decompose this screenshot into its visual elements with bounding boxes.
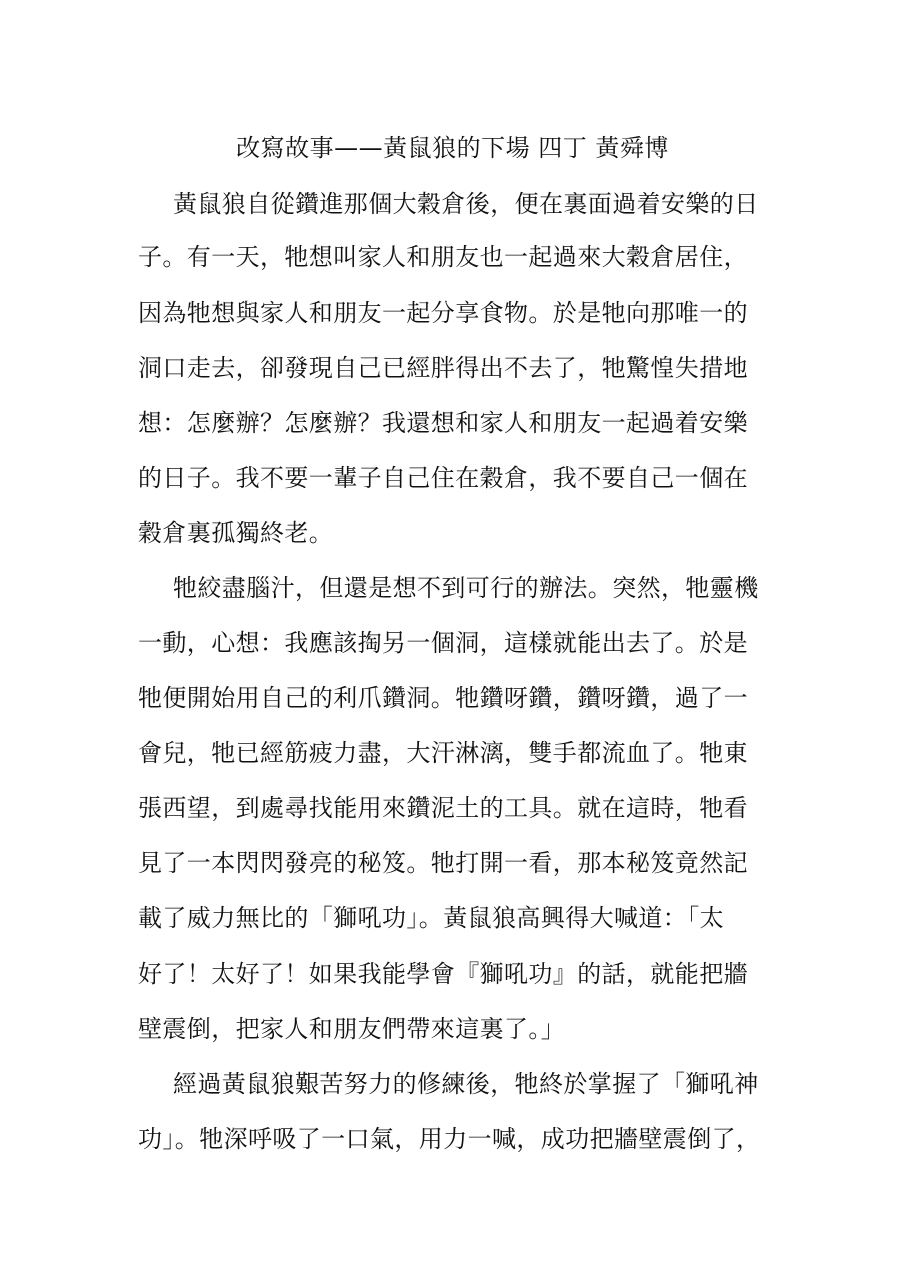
paragraph-2-line-7: 載了威力無比的「獅吼功」。黃鼠狼高興得大喊道：「太 bbox=[138, 904, 724, 932]
paragraph-2-line-6: 見了一本閃閃發亮的秘笈。牠打開一看，那本秘笈竟然記 bbox=[138, 849, 748, 877]
paragraph-1-line-1: 黃鼠狼自從鑽進那個大穀倉後，便在裏面過着安樂的日 bbox=[173, 190, 759, 218]
paragraph-3-line-2: 功」。牠深呼吸了一口氣，用力一喊，成功把牆壁震倒了， bbox=[138, 1125, 761, 1153]
paragraph-3-line-1: 經過黃鼠狼艱苦努力的修練後，牠終於掌握了「獅吼神 bbox=[173, 1070, 759, 1098]
paragraph-2-line-1: 牠絞盡腦汁，但還是想不到可行的辦法。突然，牠靈機 bbox=[173, 574, 759, 602]
paragraph-2-line-8: 好了！太好了！如果我能學會『獅吼功』的話，就能把牆 bbox=[138, 960, 748, 988]
paragraph-1-line-3: 因為牠想與家人和朋友一起分享食物。於是牠向那唯一的 bbox=[138, 299, 748, 327]
document-title: 改寫故事——黃鼠狼的下場 四丁 黃舜博 bbox=[236, 134, 669, 162]
paragraph-2-line-3: 牠便開始用自己的利爪鑽洞。牠鑽呀鑽，鑽呀鑽，過了一 bbox=[138, 684, 748, 712]
paragraph-1-line-2: 子。有一天，牠想叫家人和朋友也一起過來大穀倉居住， bbox=[138, 243, 748, 271]
paragraph-2-line-4: 會兒，牠已經筋疲力盡，大汗淋漓，雙手都流血了。牠東 bbox=[138, 739, 748, 767]
paragraph-2-line-5: 張西望，到處尋找能用來鑽泥土的工具。就在這時，牠看 bbox=[138, 794, 748, 822]
paragraph-1-line-5: 想：怎麼辦？怎麼辦？我還想和家人和朋友一起過着安樂 bbox=[138, 409, 748, 437]
paragraph-2-line-2: 一動，心想：我應該掏另一個洞，這樣就能出去了。於是 bbox=[138, 629, 748, 657]
paragraph-2-line-9: 壁震倒，把家人和朋友們帶來這裏了。」 bbox=[138, 1015, 566, 1043]
paragraph-1-line-4: 洞口走去，卻發現自己已經胖得出不去了，牠驚惶失措地 bbox=[138, 354, 748, 382]
paragraph-1-line-6: 的日子。我不要一輩子自己住在穀倉，我不要自己一個在 bbox=[138, 464, 748, 492]
paragraph-1-line-7: 穀倉裏孤獨終老。 bbox=[138, 519, 334, 547]
